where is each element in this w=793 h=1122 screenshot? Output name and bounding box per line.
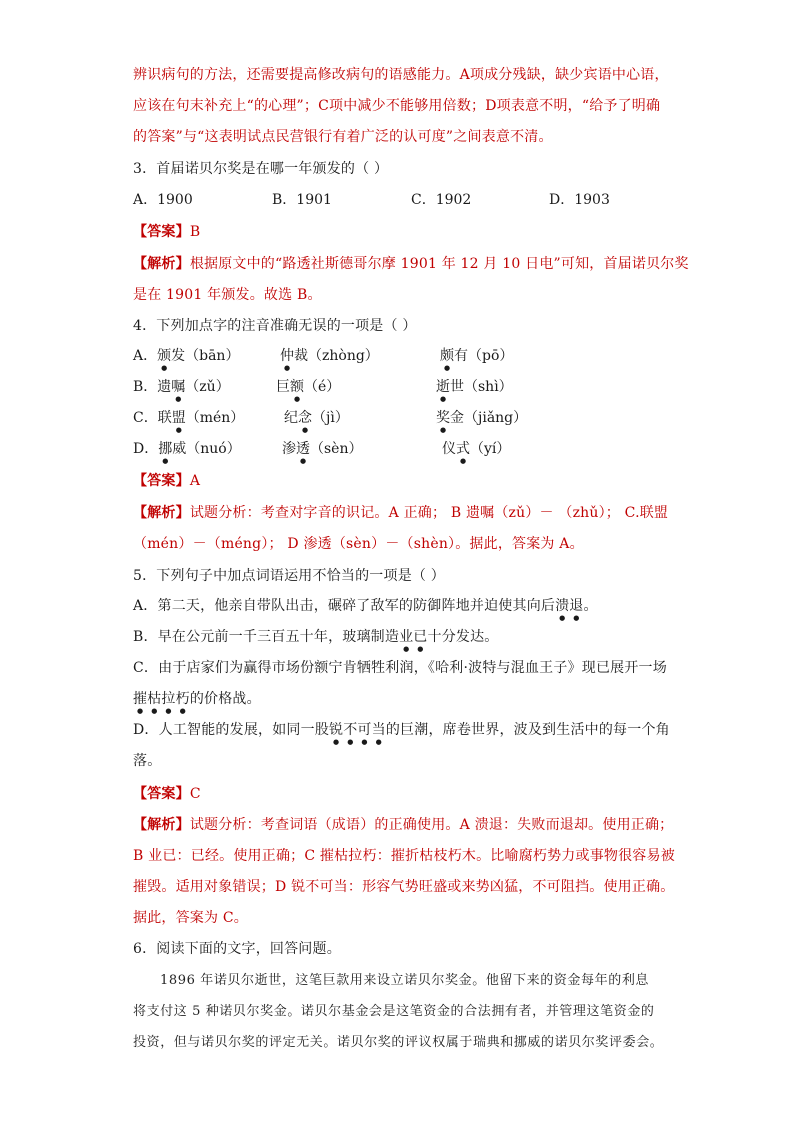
q5-option-c-line-1: C．由于店家们为赢得市场份额宁肯牺牲利润，《哈利·波特与混血王子》现已展开一场	[133, 660, 667, 676]
q5-answer-line	[133, 783, 201, 805]
q4-d2-pre: 渗	[282, 441, 296, 457]
q4-label-c: C．	[133, 410, 158, 426]
analysis-tag: 【解析】	[133, 817, 190, 833]
answer-tag: 【答案】	[133, 786, 190, 802]
q4-row-d-col2	[282, 438, 363, 465]
q5-b-text: B．早在公元前一千三百五十年，玻璃制造	[133, 629, 400, 645]
q5-analysis-line-2: B 业已：已经。使用正确；C 摧枯拉朽：摧折枯枝朽木。比喻腐朽势力或事物很容易被	[133, 848, 675, 864]
q6-passage-line-2: 将支付这 5 种诺贝尔奖金。诺贝尔基金会是这笔资金的合法拥有者，并管理这笔资金的	[133, 1004, 655, 1019]
q4-b2-post: （é）	[304, 379, 341, 395]
intro-line-1: 辨识病句的方法，还需要提高修改病句的语感能力。A项成分残缺，缺少宾语中心语，	[133, 67, 669, 83]
q4-c2-post: （jì）	[312, 410, 349, 426]
q3-analysis-line-1	[133, 253, 689, 275]
q4-c1-dotted: 盟	[171, 410, 186, 426]
q5-option-d-line-2: 落。	[133, 753, 162, 769]
q4-analysis-text-1: 试题分析：考查对字音的识记。A 正确； B 遗嘱（zǔ）－ （zhǔ）； C.联盟	[189, 505, 669, 521]
q4-b1-dotted: 嘱	[171, 379, 186, 395]
q4-label-a: A．	[133, 348, 158, 364]
q4-row-b	[133, 376, 230, 403]
q4-row-c-col2	[284, 407, 349, 434]
q4-stem: 4．下列加点字的注音准确无误的一项是（ ）	[133, 318, 417, 334]
q4-d3-post: （yí）	[470, 441, 511, 457]
q4-a3-dotted: 颇	[440, 348, 454, 364]
q4-d3-pre: 仪	[442, 441, 456, 457]
q3-analysis-line-2: 是在 1901 年颁发。故选 B。	[133, 287, 322, 303]
q4-a2-dotted: 仲	[280, 348, 294, 364]
q3-answer-line	[133, 221, 200, 243]
q3-stem: 3．首届诺贝尔奖是在哪一年颁发的（ ）	[133, 161, 389, 177]
q4-row-c-col3	[436, 407, 527, 434]
q3-option-b: B．1901	[272, 192, 332, 208]
q4-d1-post: 威（nuó）	[172, 441, 241, 457]
analysis-tag: 【解析】	[133, 256, 190, 272]
q5-b-post: 十分发达。	[427, 629, 499, 645]
q4-d3-dotted: 式	[456, 441, 470, 457]
q4-c2-pre: 纪	[284, 410, 298, 426]
q5-a-text: A．第二天，他亲自带队出击，碾碎了敌军的防御阵地并迫使其向后	[133, 598, 556, 614]
q4-row-b-col2	[276, 376, 340, 403]
q5-d-text: D．人工智能的发展，如同一股	[133, 722, 330, 738]
q5-c-dotted: 摧枯拉朽	[133, 691, 190, 707]
intro-line-2: 应该在句末补充上“的心理”；C项中减少不能够用倍数；D项表意不明，“给予了明确	[133, 98, 661, 114]
answer-tag: 【答案】	[133, 224, 190, 240]
q5-option-d-line-1	[133, 719, 670, 746]
q4-d1-dotted: 挪	[158, 441, 173, 457]
q5-a-post: 。	[583, 598, 598, 614]
q5-a-dotted: 溃退	[555, 598, 584, 614]
q4-b1-post: （zǔ）	[185, 379, 230, 395]
q4-row-a-col2	[280, 345, 379, 372]
q4-c3-post: 金（jiǎng）	[450, 410, 528, 426]
q4-d2-dotted: 透	[296, 441, 310, 457]
q4-c1-pre: 联	[157, 410, 172, 426]
q5-d-post: 的巨潮，席卷世界，波及到生活中的每一个角	[385, 722, 670, 738]
q4-b2-pre: 巨	[276, 379, 290, 395]
q4-c3-dotted: 奖	[436, 410, 450, 426]
q4-answer: A	[189, 473, 201, 489]
q5-option-a	[133, 595, 598, 622]
q4-b3-post: 世（shì）	[450, 379, 513, 395]
q4-label-d: D．	[133, 441, 159, 457]
q4-label-b: B．	[133, 379, 158, 395]
q4-analysis-line-1	[133, 502, 668, 524]
q4-analysis-line-2: （mén）－（méng）； D 渗透（sèn）－（shèn）。据此，答案为 A。	[133, 536, 584, 552]
q4-a1-dotted: 颁	[157, 348, 172, 364]
q3-option-d: D．1903	[549, 192, 610, 208]
q4-row-c	[133, 407, 244, 434]
q5-answer: C	[189, 786, 201, 802]
q4-a1-post: 发（bān）	[171, 348, 240, 364]
q3-answer: B	[189, 224, 201, 240]
q4-b2-dotted: 额	[290, 379, 304, 395]
q3-option-c: C．1902	[411, 192, 472, 208]
q4-row-d	[133, 438, 241, 465]
q4-b3-dotted: 逝	[436, 379, 450, 395]
q5-c-post: 的价格战。	[189, 691, 261, 707]
q4-a2-post: 裁（zhòng）	[294, 348, 379, 364]
q5-analysis-line-4: 据此，答案为 C。	[133, 910, 248, 926]
q5-stem: 5．下列句子中加点词语运用不恰当的一项是（ ）	[133, 568, 445, 584]
q4-row-a	[133, 345, 239, 372]
answer-tag: 【答案】	[133, 473, 190, 489]
q5-analysis-text-1: 试题分析：考查词语（成语）的正确使用。A 溃退：失败而退却。使用正确；	[189, 817, 674, 833]
intro-line-3: 的答案”与“这表明试点民营银行有着广泛的认可度”之间表意不清。	[133, 129, 553, 145]
q6-passage-line-3: 投资，但与诺贝尔奖的评定无关。诺贝尔奖的评议权属于瑞典和挪威的诺贝尔奖评委会。	[133, 1035, 664, 1050]
q4-d2-post: （sèn）	[310, 441, 363, 457]
q6-stem: 6．阅读下面的文字，回答问题。	[133, 941, 341, 957]
q4-answer-line	[133, 470, 200, 492]
q3-analysis-text-1: 根据原文中的“路透社斯德哥尔摩 1901 年 12 月 10 日电”可知，首届诺贝尔奖	[189, 256, 689, 272]
q4-row-a-col3	[440, 345, 513, 372]
q4-a3-post: 有（pō）	[454, 348, 514, 364]
q5-option-b	[133, 626, 499, 653]
q5-analysis-line-1	[133, 814, 673, 836]
q5-b-dotted: 业已	[399, 629, 428, 645]
q4-row-b-col3	[436, 376, 513, 403]
q3-option-a: A．1900	[133, 192, 193, 208]
analysis-tag: 【解析】	[133, 505, 190, 521]
q5-analysis-line-3: 摧毁。适用对象错误；D 锐不可当：形容气势旺盛或来势凶猛，不可阻挡。使用正确。	[133, 879, 675, 895]
q5-option-c-line-2	[133, 688, 261, 715]
q4-c2-dotted: 念	[298, 410, 312, 426]
q6-passage-line-1: 1896 年诺贝尔逝世，这笔巨款用来设立诺贝尔奖金。他留下来的资金每年的利息	[160, 973, 650, 988]
q4-b1-pre: 遗	[157, 379, 172, 395]
q5-d-dotted: 锐不可当	[329, 722, 386, 738]
q4-row-d-col3	[442, 438, 510, 465]
q4-c1-post: （mén）	[185, 410, 245, 426]
